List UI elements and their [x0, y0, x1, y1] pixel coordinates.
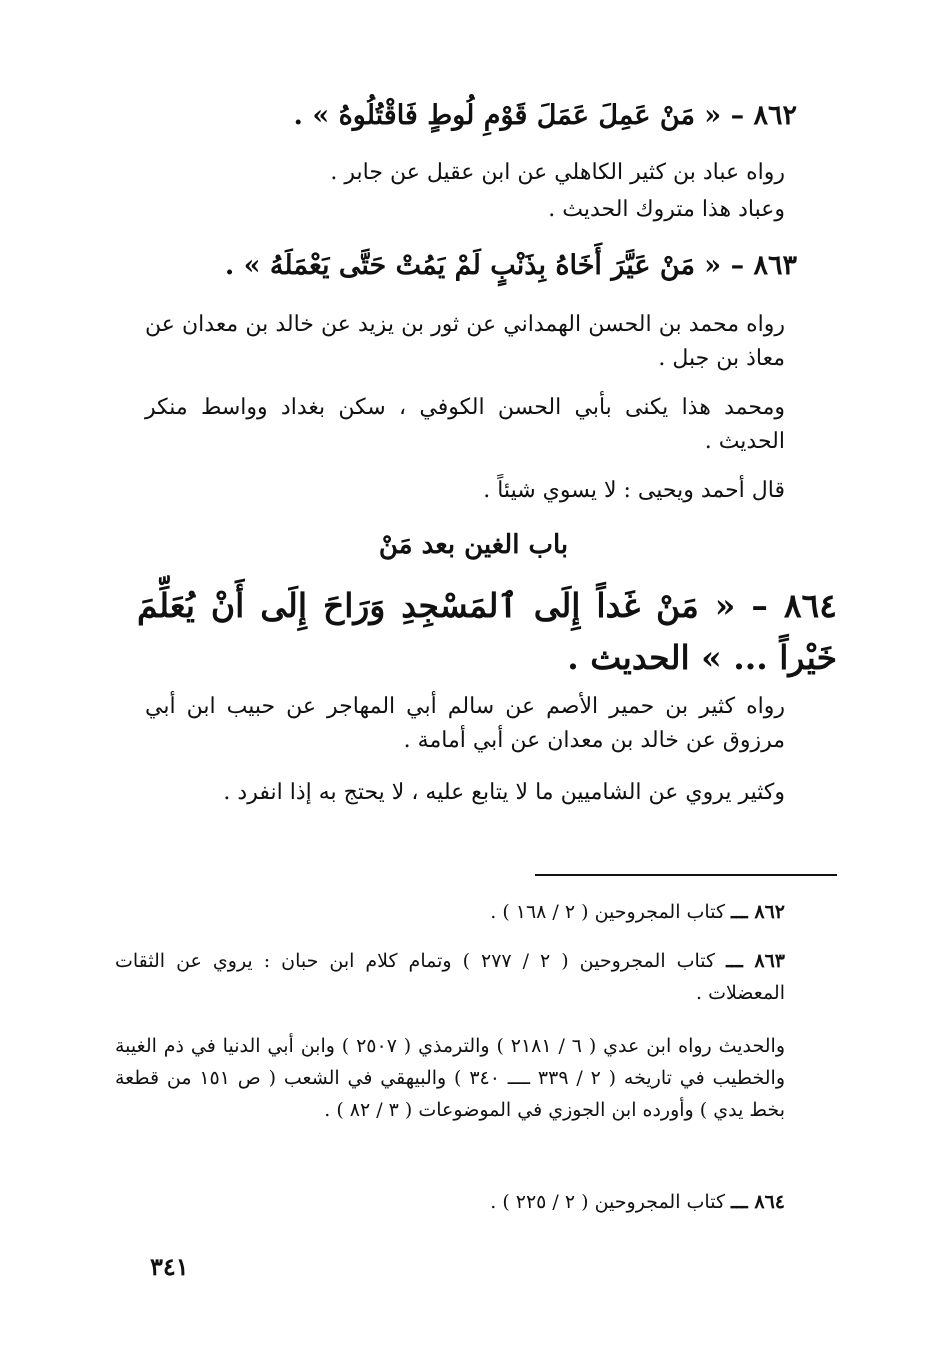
- footnote-863-continuation: والحديث رواه ابن عدي ( ٦ / ٢١٨١ ) والترمذي ( ٢٥٠٧ ) وابن أبي الدنيا في ذم الغيبة والخطيب في تاريخه ( ٢ / ٣٣٩ ــــ ٣٤٠ ) والبيهقي في الشعب ( ص ١٥١ من قطعة بخط يدي ) وأورده ابن الجوزي في الموضوعات ( ٣ / ٨٢ ) .: [115, 1035, 786, 1121]
- hadith-864-comment: وكثير يروي عن الشاميين ما لا يتابع عليه ، لا يحتج به إذا انفرد .: [223, 780, 785, 805]
- hadith-862-title: ٨٦٢ – « مَنْ عَمِلَ عَمَلَ قَوْمِ لُوطٍ فَاقْتُلُوهُ » .: [293, 100, 797, 131]
- hadith-864-narration: رواه كثير بن حمير الأصم عن سالم أبي المهاجر عن حبيب ابن أبي مرزوق عن خالد بن معدان عن أبي أمامة .: [145, 694, 785, 753]
- footnote-divider: [535, 874, 837, 876]
- footnote-864: [115, 1186, 785, 1218]
- footnote-863-number: ٨٦٣ ـــ: [726, 950, 785, 972]
- hadith-863-quote: قال أحمد ويحيى : لا يسوي شيئاً .: [483, 478, 785, 503]
- footnote-862-text: كتاب المجروحين ( ٢ / ١٦٨ ) .: [490, 901, 725, 923]
- page-number: ٣٤١: [150, 1252, 189, 1281]
- footnote-863-text: كتاب المجروحين ( ٢ / ٢٧٧ ) وتمام كلام ابن حبان : يروي عن الثقات المعضلات .: [115, 950, 785, 1004]
- footnote-863: [115, 945, 785, 1009]
- hadith-864-title: ٨٦٤ – « مَنْ غَداً إِلَى ٱلمَسْجِدِ وَرَاحَ إِلَى أَنْ يُعَلِّمَ خَيْراً ... » الحديث .: [137, 586, 837, 677]
- hadith-862-narration: رواه عباد بن كثير الكاهلي عن ابن عقيل عن جابر .: [330, 160, 785, 185]
- footnote-864-number: ٨٦٤ ـــ: [731, 1191, 785, 1213]
- hadith-863-narration: رواه محمد بن الحسن الهمداني عن ثور بن يزيد عن خالد بن معدان عن معاذ بن جبل .: [145, 312, 785, 371]
- footnote-862-number: ٨٦٢ ـــ: [731, 901, 785, 923]
- hadith-863-comment: ومحمد هذا يكنى بأبي الحسن الكوفي ، سكن بغداد وواسط منكر الحديث .: [145, 395, 785, 454]
- section-heading: باب الغين بعد مَنْ: [378, 530, 569, 560]
- footnote-862: [115, 896, 785, 928]
- hadith-862-comment: وعباد هذا متروك الحديث .: [548, 197, 785, 222]
- hadith-863-title: ٨٦٣ – « مَنْ عَيَّرَ أَخَاهُ بِذَنْبٍ لَمْ يَمُتْ حَتَّى يَعْمَلَهُ » .: [224, 250, 797, 281]
- footnote-864-text: كتاب المجروحين ( ٢ / ٢٢٥ ) .: [490, 1191, 725, 1213]
